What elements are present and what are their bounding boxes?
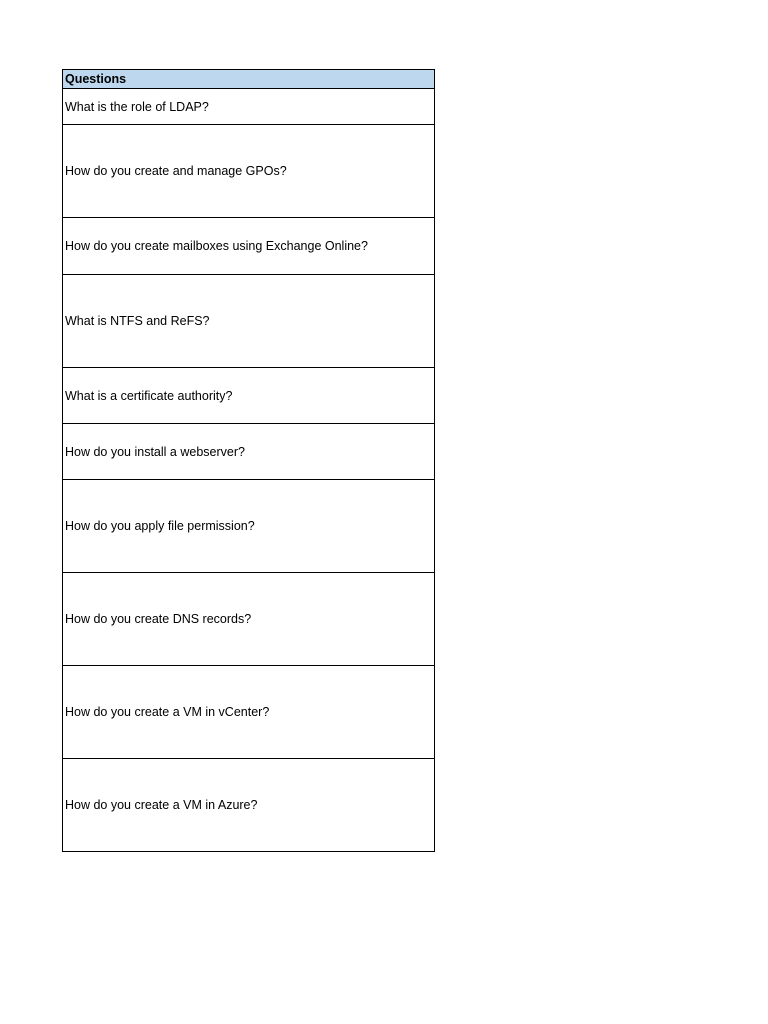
table-row <box>63 573 435 666</box>
table-row <box>63 368 435 424</box>
question-cell[interactable]: What is the role of LDAP? <box>63 89 435 125</box>
question-cell[interactable]: What is a certificate authority? <box>63 368 435 424</box>
question-cell[interactable]: How do you create mailboxes using Exchange Online? <box>63 218 435 275</box>
question-cell[interactable]: How do you create a VM in Azure? <box>63 759 435 852</box>
table-row <box>63 125 435 218</box>
question-cell[interactable]: How do you apply file permission? <box>63 480 435 573</box>
questions-header[interactable]: Questions <box>63 70 435 89</box>
questions-table <box>62 69 435 852</box>
question-cell[interactable]: How do you create DNS records? <box>63 573 435 666</box>
table-row <box>63 89 435 125</box>
table-row <box>63 424 435 480</box>
table-row <box>63 218 435 275</box>
questions-sheet <box>62 69 435 852</box>
table-row <box>63 480 435 573</box>
table-row <box>63 759 435 852</box>
table-row <box>63 666 435 759</box>
question-cell[interactable]: How do you create and manage GPOs? <box>63 125 435 218</box>
table-row <box>63 275 435 368</box>
question-cell[interactable]: What is NTFS and ReFS? <box>63 275 435 368</box>
question-cell[interactable]: How do you create a VM in vCenter? <box>63 666 435 759</box>
header-row <box>63 70 435 89</box>
question-cell[interactable]: How do you install a webserver? <box>63 424 435 480</box>
